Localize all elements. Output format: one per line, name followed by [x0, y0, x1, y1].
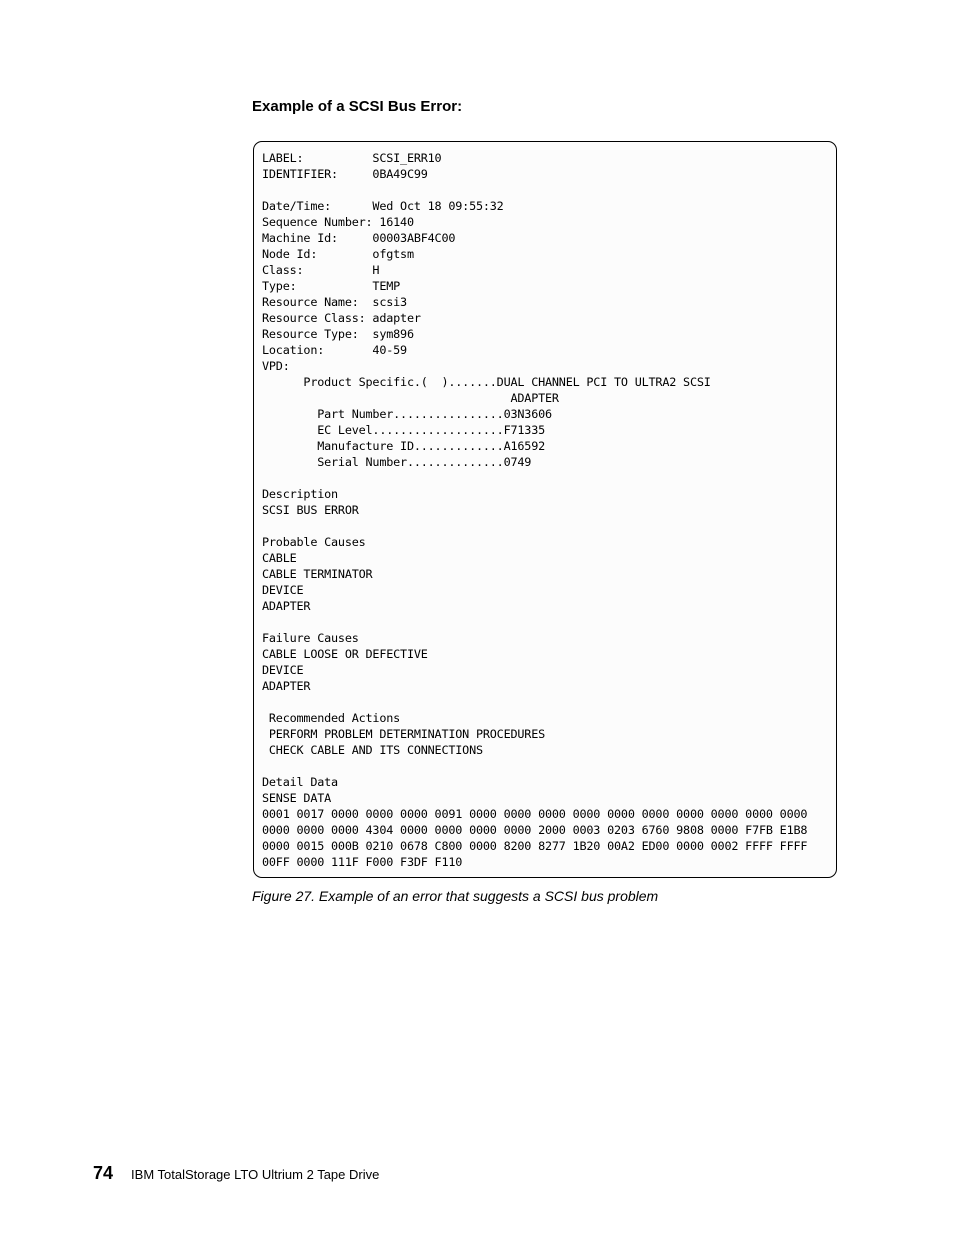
- log-line: Sequence Number: 16140: [262, 215, 414, 229]
- log-line: Description: [262, 487, 338, 501]
- page-footer: [93, 1163, 379, 1184]
- log-line: Resource Name: scsi3: [262, 295, 407, 309]
- log-line: Recommended Actions: [262, 711, 401, 725]
- log-line: LABEL: SCSI_ERR10: [262, 151, 442, 165]
- page-number: 74: [93, 1163, 114, 1183]
- log-line: SENSE DATA: [262, 791, 332, 805]
- error-log-box: [253, 141, 837, 878]
- log-line: Product Specific.( ).......DUAL CHANNEL PCI TO ULTRA2 SCSI: [262, 375, 711, 389]
- log-line: Resource Class: adapter: [262, 311, 421, 325]
- log-line: Location: 40-59: [262, 343, 407, 357]
- figure-caption: Figure 27. Example of an error that suggests a SCSI bus problem: [252, 888, 659, 904]
- log-line: PERFORM PROBLEM DETERMINATION PROCEDURES: [262, 727, 545, 741]
- log-line: CABLE LOOSE OR DEFECTIVE: [262, 647, 428, 661]
- log-line: DEVICE: [262, 583, 304, 597]
- log-line: ADAPTER: [262, 599, 311, 613]
- log-line: CABLE TERMINATOR: [262, 567, 373, 581]
- log-line: 0000 0000 0000 4304 0000 0000 0000 0000 2000 0003 0203 6760 9808 0000 F7FB E1B8: [262, 823, 808, 837]
- log-line: Class: H: [262, 263, 380, 277]
- log-line: Node Id: ofgtsm: [262, 247, 414, 261]
- log-line: [262, 758, 807, 774]
- log-line: Manufacture ID.............A16592: [262, 439, 545, 453]
- log-line: 0001 0017 0000 0000 0000 0091 0000 0000 0000 0000 0000 0000 0000 0000 0000 0000: [262, 807, 808, 821]
- log-line: Serial Number..............0749: [262, 455, 532, 469]
- log-line: [262, 518, 807, 534]
- log-line: Detail Data: [262, 775, 338, 789]
- log-line: CABLE: [262, 551, 297, 565]
- log-line: 0000 0015 000B 0210 0678 C800 0000 8200 8277 1B20 00A2 ED00 0000 0002 FFFF FFFF: [262, 839, 808, 853]
- log-line: ADAPTER: [262, 679, 311, 693]
- log-line: ADAPTER: [262, 391, 559, 405]
- log-line: Date/Time: Wed Oct 18 09:55:32: [262, 199, 504, 213]
- log-line: CHECK CABLE AND ITS CONNECTIONS: [262, 743, 483, 757]
- log-line: Type: TEMP: [262, 279, 401, 293]
- book-title: IBM TotalStorage LTO Ultrium 2 Tape Drive: [131, 1167, 380, 1182]
- log-line: Failure Causes: [262, 631, 359, 645]
- section-heading: Example of a SCSI Bus Error:: [252, 98, 463, 115]
- log-line: DEVICE: [262, 663, 304, 677]
- log-line: Probable Causes: [262, 535, 366, 549]
- log-line: Resource Type: sym896: [262, 327, 414, 341]
- log-line: IDENTIFIER: 0BA49C99: [262, 167, 428, 181]
- log-line: EC Level...................F71335: [262, 423, 545, 437]
- log-line: SCSI BUS ERROR: [262, 503, 359, 517]
- log-line: VPD:: [262, 359, 290, 373]
- log-line: [262, 694, 807, 710]
- log-line: [262, 470, 807, 486]
- log-line: Part Number................03N3606: [262, 407, 552, 421]
- log-line: Machine Id: 00003ABF4C00: [262, 231, 456, 245]
- log-line: [262, 614, 807, 630]
- error-log-text: [262, 150, 807, 870]
- log-line: [262, 182, 807, 198]
- log-line: 00FF 0000 111F F000 F3DF F110: [262, 855, 463, 869]
